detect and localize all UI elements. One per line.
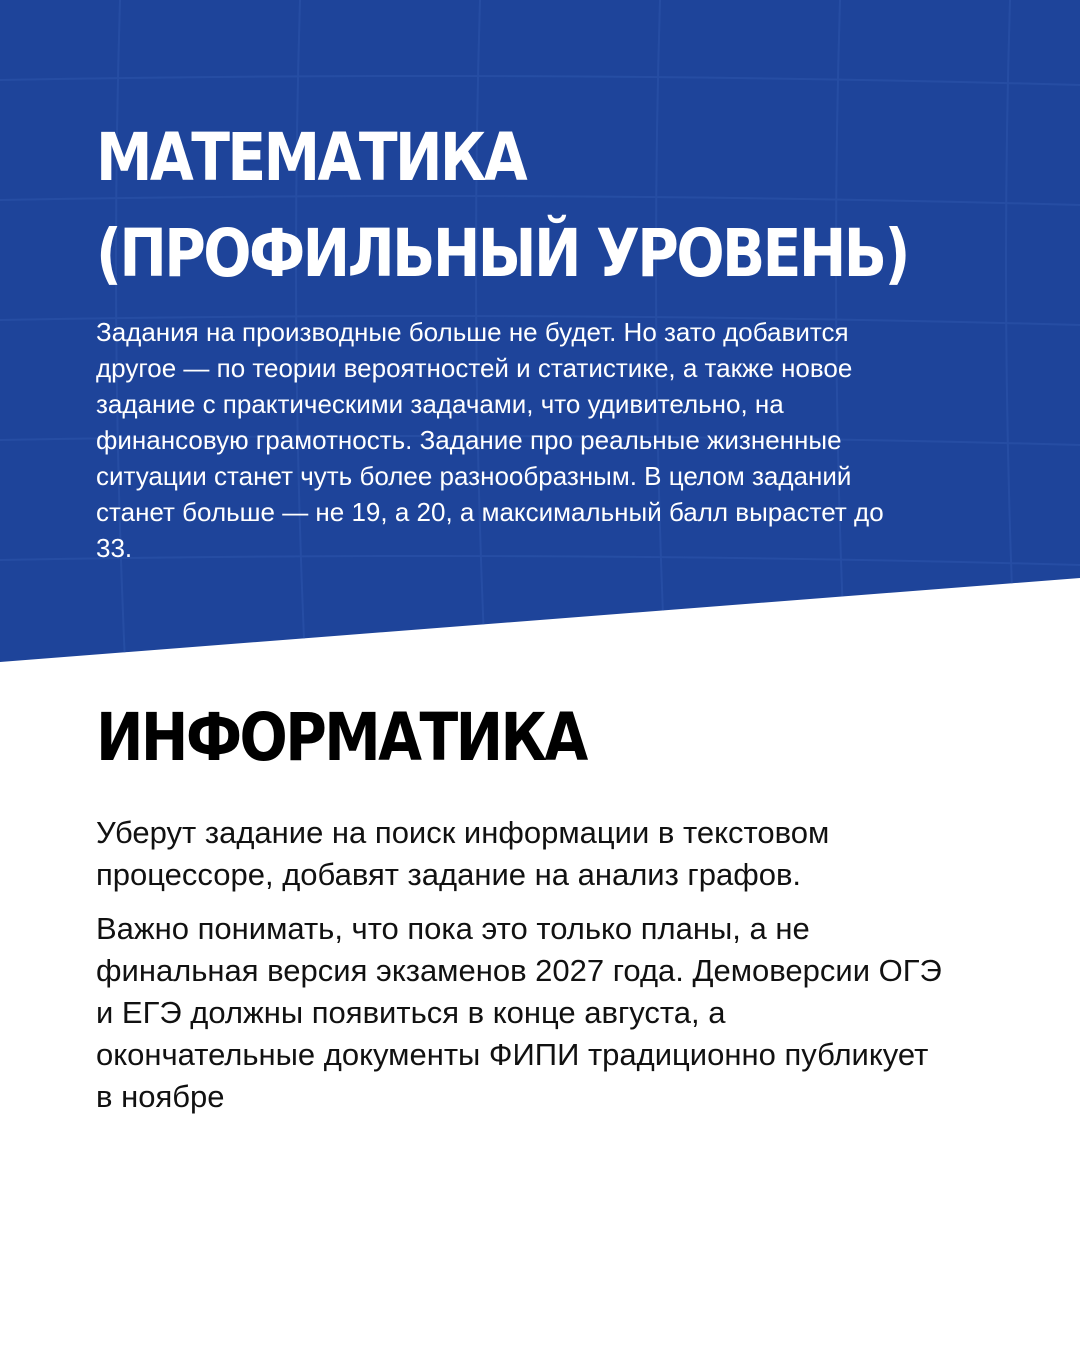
informatics-section <box>96 690 956 1118</box>
math-description: Задания на производные больше не будет. Но зато добавится другое — по теории вероятностей и статистике, а также новое задание с практическими задачами, что удивительно, на финансовую грамотность. Задание про реальные жизненные ситуации станет чуть более разнообразным. В целом заданий станет больше — не 19, а 20, а максимальный балл вырастет до 33. <box>96 317 884 563</box>
math-title-line1: МАТЕМАТИКА <box>96 119 526 196</box>
math-section <box>96 110 956 566</box>
informatics-paragraph-1: Уберут задание на поиск информации в текстовом процессоре, добавят задание на анализ графов. <box>96 815 830 892</box>
math-title <box>96 110 908 302</box>
informatics-paragraph-2: Важно понимать, что пока это только планы, а не финальная версия экзаменов 2027 года. Демоверсии ОГЭ и ЕГЭ должны появиться в конце августа, а окончательные документы ФИПИ традиционно публикует в ноябре <box>96 911 942 1114</box>
math-title-line2: (ПРОФИЛЬНЫЙ УРОВЕНЬ) <box>96 215 908 292</box>
informatics-title: ИНФОРМАТИКА <box>96 699 586 776</box>
